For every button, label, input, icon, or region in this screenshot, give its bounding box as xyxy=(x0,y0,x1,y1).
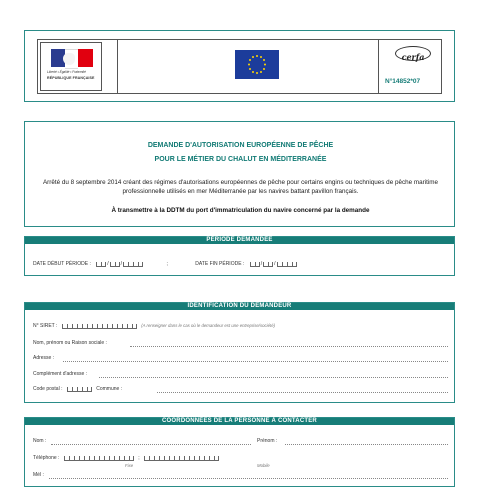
contact-heading: COORDONNÉES DE LA PERSONNE À CONTACTER xyxy=(25,418,454,425)
periode-section xyxy=(24,236,455,276)
header-divider-left xyxy=(117,40,118,93)
nom-label: Nom, prénom ou Raison sociale : xyxy=(33,340,107,346)
nom-row xyxy=(33,340,107,346)
republique-text: RÉPUBLIQUE FRANÇAISE xyxy=(47,76,95,80)
cerfa-logo-text: cerfa xyxy=(401,52,425,62)
eu-flag-icon xyxy=(235,50,279,79)
title-line-1: DEMANDE D'AUTORISATION EUROPÉENNE DE PÊCHE xyxy=(147,142,334,149)
transmission-instruction: À transmettre à la DDTM du port d'immatriculation du navire concerné par la demande xyxy=(111,207,370,214)
contact-nom-row xyxy=(33,438,46,444)
cp-label: Code postal : xyxy=(33,386,63,392)
header-divider-right xyxy=(378,40,379,93)
header-inner xyxy=(37,39,442,94)
telephone-mobile-field[interactable] xyxy=(144,455,219,461)
marianne-profile-icon xyxy=(63,53,75,65)
contact-prenom-row xyxy=(257,438,277,444)
complement-row xyxy=(33,371,87,377)
date-fin-field[interactable]: / / xyxy=(250,261,297,267)
date-debut-label: DATE DÉBUT PÉRIODE : xyxy=(33,261,91,267)
siret-field[interactable] xyxy=(62,323,137,329)
periode-row xyxy=(33,261,297,267)
republique-logo xyxy=(40,42,102,91)
telephone-row xyxy=(33,455,219,461)
cp-row xyxy=(33,386,122,392)
adresse-row xyxy=(33,355,54,361)
contact-nom-field[interactable] xyxy=(51,440,251,445)
mel-row xyxy=(33,472,44,478)
date-debut-field[interactable]: / / xyxy=(96,261,143,267)
cerfa-number: N°14852*07 xyxy=(385,78,421,85)
marianne-motto: Liberté • Égalité • Fraternité xyxy=(47,70,86,74)
contact-prenom-field[interactable] xyxy=(285,440,448,445)
contact-prenom-label: Prénom : xyxy=(257,438,278,444)
commune-label: Commune : xyxy=(96,386,123,392)
cerfa-logo xyxy=(395,46,431,61)
cp-field[interactable] xyxy=(67,386,92,392)
telephone-label: Téléphone : xyxy=(33,455,60,461)
nom-field[interactable] xyxy=(130,342,448,347)
title-line-2: POUR LE MÉTIER DU CHALUT EN MÉDITERRANÉE xyxy=(154,156,327,163)
complement-label: Complément d'adresse : xyxy=(33,371,88,377)
periode-heading: PÉRIODE DEMANDÉE xyxy=(25,237,454,244)
fixe-label: Fixe xyxy=(125,463,134,468)
contact-nom-label: Nom : xyxy=(33,438,47,444)
adresse-field[interactable] xyxy=(63,357,448,362)
mel-label: Mél : xyxy=(33,472,44,478)
siret-note: (A renseigner dans le cas où le demandeur est une entreprise/société) xyxy=(141,323,276,328)
siret-row xyxy=(33,323,275,329)
mel-field[interactable] xyxy=(49,474,448,479)
contact-section xyxy=(24,417,455,487)
mobile-label: Mobile xyxy=(257,463,270,468)
flag-red xyxy=(78,49,93,67)
complement-field[interactable] xyxy=(99,373,448,378)
telephone-fixe-field[interactable] xyxy=(64,455,134,461)
arrete-paragraph: Arrêté du 8 septembre 2014 créant des régimes d'autorisations européennes de pêche pour certains engins ou techniques de pêche maritime professionnelle utilisés en mer Méditerranée par les navires battant pavillon français. xyxy=(42,179,438,195)
date-fin-label: DATE FIN PÉRIODE : xyxy=(195,261,245,267)
identification-section xyxy=(24,302,455,403)
header-box xyxy=(24,30,455,102)
periode-separator: ; xyxy=(166,261,168,267)
commune-field[interactable] xyxy=(157,388,448,393)
adresse-label: Adresse : xyxy=(33,355,55,361)
siret-label: N° SIRET : xyxy=(33,323,58,329)
telephone-separator: ; xyxy=(138,455,140,461)
title-box xyxy=(24,121,455,227)
identification-heading: IDENTIFICATION DU DEMANDEUR xyxy=(25,303,454,310)
